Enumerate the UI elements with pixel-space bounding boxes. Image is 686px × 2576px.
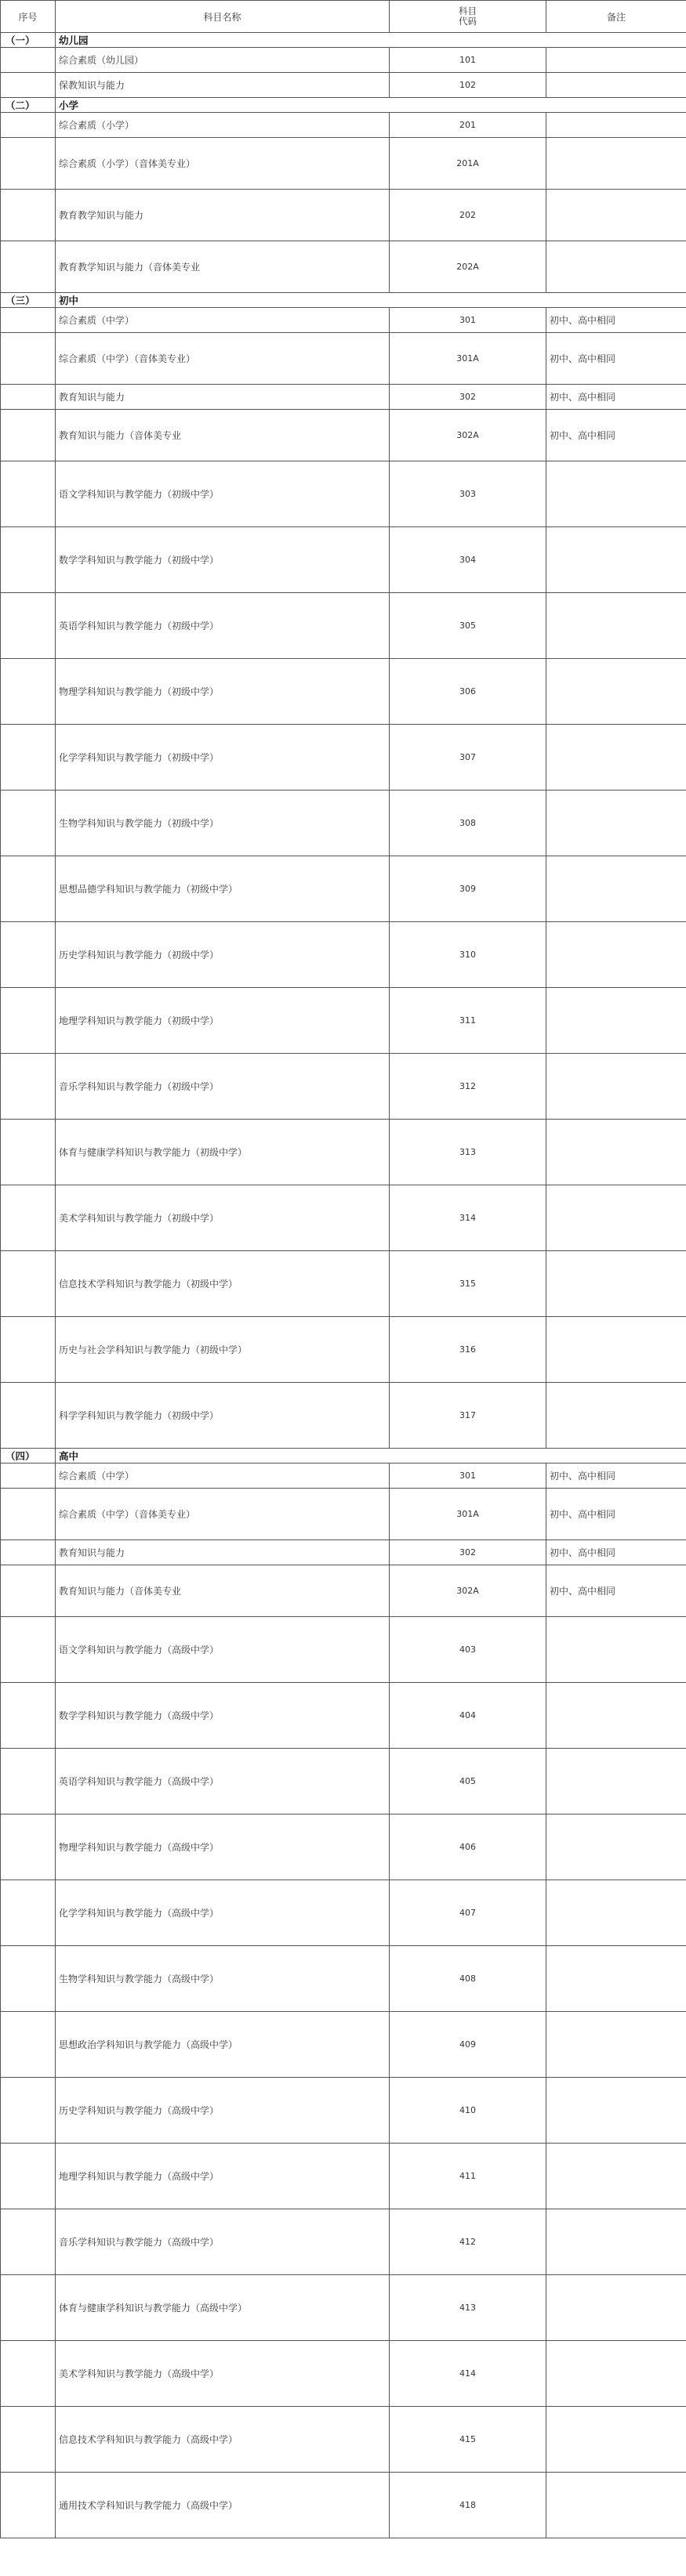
seq-cell: [1, 2473, 56, 2538]
subject-name: 科学学科知识与教学能力（初级中学）: [56, 1383, 390, 1449]
table-row: [1, 1251, 686, 1317]
subject-code: 317: [390, 1383, 546, 1449]
seq-cell: [1, 2012, 56, 2078]
header-name: 科目名称: [56, 1, 390, 33]
subject-note: 初中、高中相同: [546, 333, 686, 385]
group-row: [1, 98, 686, 113]
subject-name: 地理学科知识与教学能力（高级中学）: [56, 2144, 390, 2209]
subject-code: 315: [390, 1251, 546, 1317]
subject-note: [546, 593, 686, 659]
group-label: 高中: [56, 1449, 686, 1463]
subject-code: 201: [390, 113, 546, 138]
seq-cell: [1, 2275, 56, 2341]
group-row: [1, 293, 686, 308]
seq-cell: [1, 1251, 56, 1317]
table-row: [1, 1946, 686, 2012]
subject-code: 313: [390, 1120, 546, 1185]
subject-note: [546, 190, 686, 241]
subject-note: [546, 1749, 686, 1814]
table-row: [1, 241, 686, 293]
header-code: [390, 1, 546, 33]
subject-name: 保教知识与能力: [56, 73, 390, 98]
table-row: [1, 2144, 686, 2209]
seq-cell: [1, 659, 56, 725]
seq-cell: [1, 725, 56, 791]
seq-cell: [1, 385, 56, 410]
subject-name: 综合素质（小学）: [56, 113, 390, 138]
subject-code: 406: [390, 1814, 546, 1880]
group-seq: （二）: [1, 98, 56, 113]
subject-note: [546, 461, 686, 527]
subject-name: 体育与健康学科知识与教学能力（初级中学）: [56, 1120, 390, 1185]
subject-code: 202: [390, 190, 546, 241]
subject-note: [546, 1617, 686, 1683]
table-row: [1, 461, 686, 527]
seq-cell: [1, 73, 56, 98]
seq-cell: [1, 1880, 56, 1946]
table-row: [1, 988, 686, 1054]
table-row: [1, 1185, 686, 1251]
subject-name: 数学学科知识与教学能力（高级中学）: [56, 1683, 390, 1749]
subject-note: 初中、高中相同: [546, 1463, 686, 1489]
subject-name: 综合素质（中学）（音体美专业）: [56, 1489, 390, 1540]
subject-code: 309: [390, 856, 546, 922]
seq-cell: [1, 1185, 56, 1251]
subject-note: [546, 1317, 686, 1383]
subject-name: 化学学科知识与教学能力（初级中学）: [56, 725, 390, 791]
subject-name: 信息技术学科知识与教学能力（高级中学）: [56, 2407, 390, 2473]
subject-name: 生物学科知识与教学能力（高级中学）: [56, 1946, 390, 2012]
group-label: 初中: [56, 293, 686, 308]
table-row: [1, 1054, 686, 1120]
subject-code: 101: [390, 48, 546, 73]
subject-code: 102: [390, 73, 546, 98]
subject-note: 初中、高中相同: [546, 410, 686, 461]
subject-note: [546, 791, 686, 856]
subject-note: [546, 1251, 686, 1317]
subject-name: 音乐学科知识与教学能力（高级中学）: [56, 2209, 390, 2275]
header-seq: 序号: [1, 1, 56, 33]
seq-cell: [1, 1383, 56, 1449]
seq-cell: [1, 1540, 56, 1565]
subject-name: 音乐学科知识与教学能力（初级中学）: [56, 1054, 390, 1120]
subject-code: 408: [390, 1946, 546, 2012]
table-row: [1, 922, 686, 988]
table-row: [1, 2407, 686, 2473]
subject-name: 信息技术学科知识与教学能力（初级中学）: [56, 1251, 390, 1317]
table-row: [1, 1683, 686, 1749]
subject-code: 412: [390, 2209, 546, 2275]
seq-cell: [1, 308, 56, 333]
subject-name: 综合素质（小学）（音体美专业）: [56, 138, 390, 190]
subject-note: 初中、高中相同: [546, 1565, 686, 1617]
seq-cell: [1, 190, 56, 241]
seq-cell: [1, 856, 56, 922]
subject-code: 405: [390, 1749, 546, 1814]
subject-name: 语文学科知识与教学能力（高级中学）: [56, 1617, 390, 1683]
subject-name: 物理学科知识与教学能力（初级中学）: [56, 659, 390, 725]
subject-code: 307: [390, 725, 546, 791]
table-row: [1, 1489, 686, 1540]
table-row: [1, 593, 686, 659]
seq-cell: [1, 241, 56, 293]
table-row: [1, 1120, 686, 1185]
subject-code: 407: [390, 1880, 546, 1946]
group-seq: （三）: [1, 293, 56, 308]
seq-cell: [1, 2341, 56, 2407]
subject-note: [546, 856, 686, 922]
subject-name: 体育与健康学科知识与教学能力（高级中学）: [56, 2275, 390, 2341]
subject-name: 生物学科知识与教学能力（初级中学）: [56, 791, 390, 856]
seq-cell: [1, 527, 56, 593]
subject-note: [546, 1185, 686, 1251]
subject-note: [546, 2275, 686, 2341]
subject-name: 教育教学知识与能力: [56, 190, 390, 241]
subject-code: 415: [390, 2407, 546, 2473]
subject-note: [546, 73, 686, 98]
seq-cell: [1, 922, 56, 988]
table-row: [1, 410, 686, 461]
subject-code: 414: [390, 2341, 546, 2407]
table-row: [1, 856, 686, 922]
subject-name: 物理学科知识与教学能力（高级中学）: [56, 1814, 390, 1880]
subject-code: 409: [390, 2012, 546, 2078]
subject-name: 综合素质（中学）（音体美专业）: [56, 333, 390, 385]
table-row: [1, 1749, 686, 1814]
group-seq: （一）: [1, 33, 56, 48]
subject-code: 303: [390, 461, 546, 527]
table-row: [1, 527, 686, 593]
seq-cell: [1, 113, 56, 138]
subject-note: 初中、高中相同: [546, 1489, 686, 1540]
subject-note: [546, 48, 686, 73]
subject-code: 403: [390, 1617, 546, 1683]
subject-code: 312: [390, 1054, 546, 1120]
table-row: [1, 791, 686, 856]
subject-name: 地理学科知识与教学能力（初级中学）: [56, 988, 390, 1054]
table-row: [1, 2473, 686, 2538]
subject-note: [546, 1946, 686, 2012]
group-row: [1, 33, 686, 48]
table-row: [1, 1317, 686, 1383]
seq-cell: [1, 333, 56, 385]
subject-code: 201A: [390, 138, 546, 190]
group-seq: （四）: [1, 1449, 56, 1463]
seq-cell: [1, 138, 56, 190]
subject-name: 教育知识与能力: [56, 385, 390, 410]
subject-name: 历史与社会学科知识与教学能力（初级中学）: [56, 1317, 390, 1383]
subject-code: 302: [390, 385, 546, 410]
subject-name: 综合素质（中学）: [56, 1463, 390, 1489]
subject-code: 301A: [390, 1489, 546, 1540]
subject-code: 410: [390, 2078, 546, 2144]
subject-note: [546, 2341, 686, 2407]
subject-code: 404: [390, 1683, 546, 1749]
subject-name: 语文学科知识与教学能力（初级中学）: [56, 461, 390, 527]
subject-code: 302: [390, 1540, 546, 1565]
subject-name: 教育知识与能力（音体美专业: [56, 1565, 390, 1617]
subject-name: 英语学科知识与教学能力（高级中学）: [56, 1749, 390, 1814]
subject-name: 思想政治学科知识与教学能力（高级中学）: [56, 2012, 390, 2078]
table-row: [1, 659, 686, 725]
subject-name: 通用技术学科知识与教学能力（高级中学）: [56, 2473, 390, 2538]
subject-note: [546, 988, 686, 1054]
seq-cell: [1, 1463, 56, 1489]
seq-cell: [1, 461, 56, 527]
subject-code: 202A: [390, 241, 546, 293]
subject-code: 304: [390, 527, 546, 593]
subject-note: [546, 1383, 686, 1449]
table-row: [1, 2341, 686, 2407]
table-row: [1, 1814, 686, 1880]
table-row: [1, 2012, 686, 2078]
subject-note: [546, 1120, 686, 1185]
subject-code: 314: [390, 1185, 546, 1251]
subject-name: 综合素质（幼儿园）: [56, 48, 390, 73]
group-row: [1, 1449, 686, 1463]
table-row: [1, 48, 686, 73]
header-code-line1: 科目: [459, 5, 477, 16]
table-row: [1, 1880, 686, 1946]
header-code-line2: 代码: [459, 16, 477, 27]
subject-note: [546, 659, 686, 725]
table-row: [1, 2209, 686, 2275]
seq-cell: [1, 791, 56, 856]
subject-note: 初中、高中相同: [546, 385, 686, 410]
subject-name: 美术学科知识与教学能力（高级中学）: [56, 2341, 390, 2407]
subject-note: [546, 1054, 686, 1120]
subject-name: 化学学科知识与教学能力（高级中学）: [56, 1880, 390, 1946]
subject-note: [546, 113, 686, 138]
subject-code: 413: [390, 2275, 546, 2341]
subject-note: 初中、高中相同: [546, 308, 686, 333]
subject-code: 308: [390, 791, 546, 856]
subject-name: 历史学科知识与教学能力（高级中学）: [56, 2078, 390, 2144]
subject-name: 数学学科知识与教学能力（初级中学）: [56, 527, 390, 593]
group-label: 小学: [56, 98, 686, 113]
table-row: [1, 1540, 686, 1565]
table-row: [1, 2078, 686, 2144]
subject-note: [546, 2012, 686, 2078]
seq-cell: [1, 2144, 56, 2209]
table-row: [1, 1565, 686, 1617]
table-row: [1, 190, 686, 241]
seq-cell: [1, 2407, 56, 2473]
table-row: [1, 2275, 686, 2341]
subject-code: 418: [390, 2473, 546, 2538]
seq-cell: [1, 1054, 56, 1120]
subject-code: 411: [390, 2144, 546, 2209]
seq-cell: [1, 48, 56, 73]
subject-name: 综合素质（中学）: [56, 308, 390, 333]
seq-cell: [1, 593, 56, 659]
subject-note: [546, 725, 686, 791]
subject-name: 英语学科知识与教学能力（初级中学）: [56, 593, 390, 659]
seq-cell: [1, 2209, 56, 2275]
subject-name: 教育知识与能力（音体美专业: [56, 410, 390, 461]
table-row: [1, 1617, 686, 1683]
seq-cell: [1, 1749, 56, 1814]
seq-cell: [1, 1814, 56, 1880]
subject-code: 316: [390, 1317, 546, 1383]
table-row: [1, 73, 686, 98]
subject-name: 教育知识与能力: [56, 1540, 390, 1565]
header-row: [1, 1, 686, 33]
subject-code: 301A: [390, 333, 546, 385]
subject-name: 思想品德学科知识与教学能力（初级中学）: [56, 856, 390, 922]
seq-cell: [1, 1317, 56, 1383]
subject-note: [546, 1880, 686, 1946]
subject-name: 美术学科知识与教学能力（初级中学）: [56, 1185, 390, 1251]
seq-cell: [1, 410, 56, 461]
subject-note: [546, 2209, 686, 2275]
seq-cell: [1, 1683, 56, 1749]
subject-note: 初中、高中相同: [546, 1540, 686, 1565]
subject-note: [546, 241, 686, 293]
subject-code: 310: [390, 922, 546, 988]
subject-note: [546, 527, 686, 593]
seq-cell: [1, 1120, 56, 1185]
subject-note: [546, 2407, 686, 2473]
table-row: [1, 1383, 686, 1449]
subject-name: 教育教学知识与能力（音体美专业: [56, 241, 390, 293]
subject-code: 311: [390, 988, 546, 1054]
seq-cell: [1, 1565, 56, 1617]
subject-name: 历史学科知识与教学能力（初级中学）: [56, 922, 390, 988]
table-row: [1, 1463, 686, 1489]
subject-code: 301: [390, 1463, 546, 1489]
subject-note: [546, 2144, 686, 2209]
table-row: [1, 725, 686, 791]
subject-code: 302A: [390, 1565, 546, 1617]
header-note: 备注: [546, 1, 686, 33]
subject-note: [546, 2473, 686, 2538]
subject-code: 305: [390, 593, 546, 659]
seq-cell: [1, 1946, 56, 2012]
seq-cell: [1, 1489, 56, 1540]
subject-code: 306: [390, 659, 546, 725]
table-row: [1, 138, 686, 190]
subject-code: 302A: [390, 410, 546, 461]
subject-code: 301: [390, 308, 546, 333]
subject-note: [546, 2078, 686, 2144]
seq-cell: [1, 988, 56, 1054]
table-row: [1, 385, 686, 410]
table-row: [1, 308, 686, 333]
table-row: [1, 113, 686, 138]
subject-note: [546, 922, 686, 988]
table-row: [1, 333, 686, 385]
seq-cell: [1, 2078, 56, 2144]
subject-note: [546, 138, 686, 190]
subject-note: [546, 1683, 686, 1749]
subject-note: [546, 1814, 686, 1880]
group-label: 幼儿园: [56, 33, 686, 48]
seq-cell: [1, 1617, 56, 1683]
